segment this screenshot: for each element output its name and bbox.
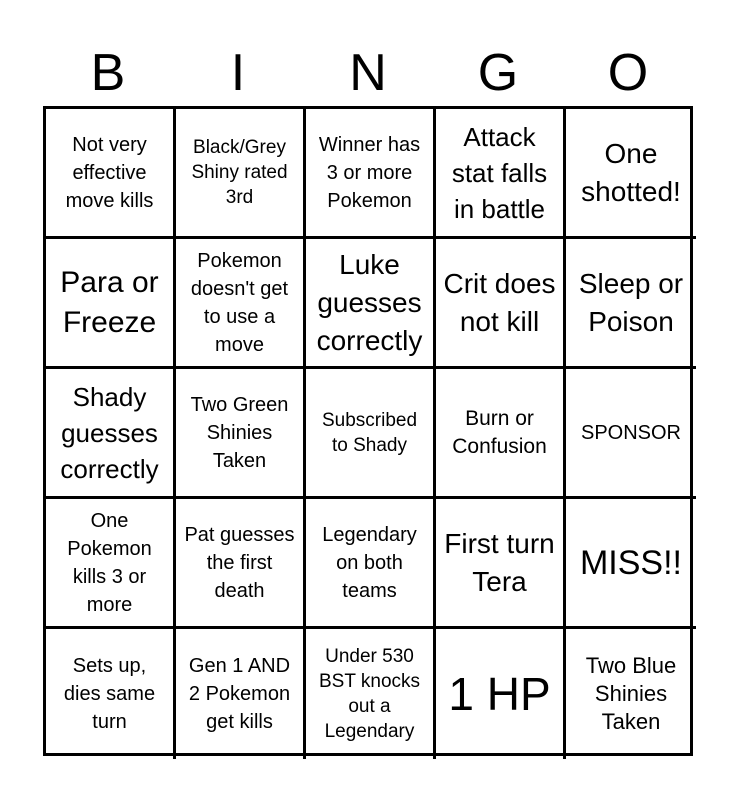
bingo-cell[interactable]: Not very effective move kills [46, 109, 176, 239]
bingo-cell[interactable]: Pokemon doesn't get to use a move [176, 239, 306, 369]
bingo-cell[interactable]: Under 530 BST knocks out a Legendary [306, 629, 436, 759]
bingo-cell[interactable]: Luke guesses correctly [306, 239, 436, 369]
bingo-cell[interactable]: 1 HP [436, 629, 566, 759]
bingo-cell[interactable]: Legendary on both teams [306, 499, 436, 629]
bingo-cell[interactable]: Subscribed to Shady [306, 369, 436, 499]
bingo-cell[interactable]: Crit does not kill [436, 239, 566, 369]
bingo-cell[interactable]: One Pokemon kills 3 or more [46, 499, 176, 629]
header-letter-n: N [349, 44, 387, 102]
bingo-cell[interactable]: Winner has 3 or more Pokemon [306, 109, 436, 239]
bingo-cell[interactable]: First turn Tera [436, 499, 566, 629]
header-letter-g: G [477, 44, 519, 102]
bingo-cell[interactable]: Two Green Shinies Taken [176, 369, 306, 499]
bingo-cell[interactable]: Para or Freeze [46, 239, 176, 369]
bingo-cell[interactable]: Shady guesses correctly [46, 369, 176, 499]
bingo-cell[interactable]: Pat guesses the first death [176, 499, 306, 629]
header-letter-b: B [90, 44, 126, 102]
bingo-cell[interactable]: SPONSOR [566, 369, 696, 499]
bingo-cell[interactable]: Sleep or Poison [566, 239, 696, 369]
bingo-cell[interactable]: Black/Grey Shiny rated 3rd [176, 109, 306, 239]
bingo-header [43, 40, 693, 106]
bingo-cell[interactable]: Burn or Confusion [436, 369, 566, 499]
bingo-cell[interactable]: MISS!! [566, 499, 696, 629]
bingo-cell[interactable]: One shotted! [566, 109, 696, 239]
bingo-cell[interactable]: Two Blue Shinies Taken [585, 653, 677, 734]
bingo-cell[interactable]: Sets up, dies same turn [46, 629, 176, 759]
bingo-cell[interactable]: Attack stat falls in battle [436, 109, 566, 239]
bingo-board [43, 106, 693, 756]
header-letter-o: O [607, 44, 649, 102]
bingo-cell[interactable]: Gen 1 AND 2 Pokemon get kills [176, 629, 306, 759]
header-letter-i: I [230, 44, 246, 102]
